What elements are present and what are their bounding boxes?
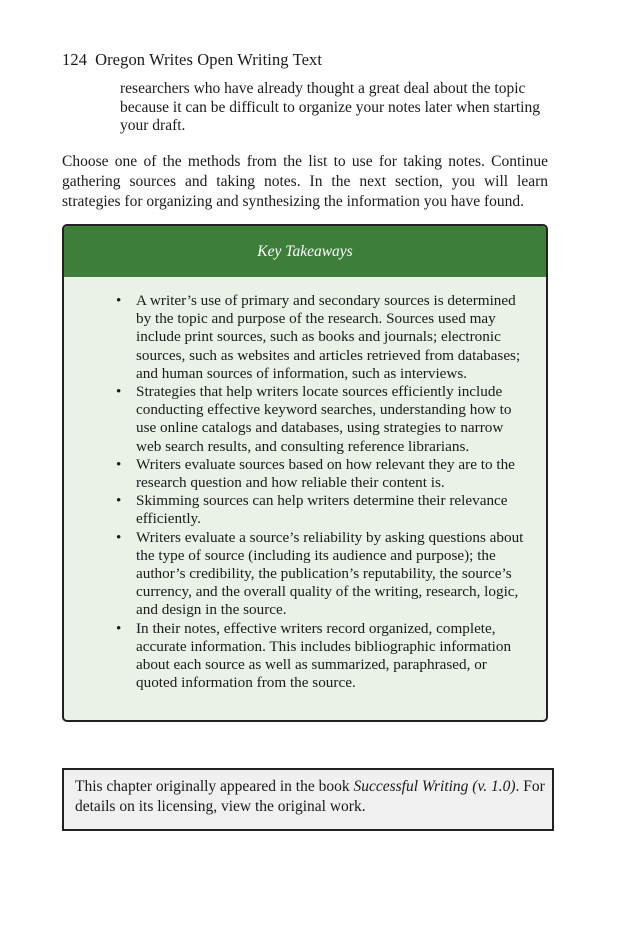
attribution-book-title: Successful Writing (v. 1.0) <box>353 778 516 795</box>
bullet-icon: • <box>116 492 122 510</box>
takeaway-item <box>116 529 528 620</box>
takeaway-text: Writers evaluate sources based on how relevant they are to the research question and how reliable their content is. <box>136 455 515 492</box>
key-takeaways-box <box>62 224 548 722</box>
takeaway-item <box>116 292 528 383</box>
bullet-icon: • <box>116 383 122 401</box>
takeaway-text: Strategies that help writers locate sources efficiently include conducting effective keyword searches, understanding how to use online catalogs and databases, using strategies to narrow web search results, and consulting reference librarians. <box>136 383 512 455</box>
takeaway-text: Writers evaluate a source’s reliability by asking questions about the type of source (including its audience and purpose); the author’s credibility, the publication’s reputability, the source’s currency, and the overall quality of the writing, research, logic, and design in the source. <box>136 528 524 619</box>
takeaway-item <box>116 383 528 456</box>
takeaway-text: Skimming sources can help writers determine their relevance efficiently. <box>136 492 508 528</box>
bullet-icon: • <box>116 528 122 546</box>
takeaway-item <box>116 620 528 693</box>
takeaway-item <box>116 456 528 492</box>
book-title: Oregon Writes Open Writing Text <box>95 50 323 69</box>
bullet-icon: • <box>116 455 122 473</box>
takeaway-text: In their notes, effective writers record organized, complete, accurate information. This includes bibliographic information about each source as well as summarized, paraphrased, or quoted information from the source. <box>136 619 512 692</box>
takeaway-item <box>116 492 528 528</box>
continued-paragraph: researchers who have already thought a great deal about the topic because it can be difficult to organize your notes later when starting your draft. <box>120 80 540 134</box>
attribution-box <box>62 768 554 831</box>
attribution-text-before: This chapter originally appeared in the book <box>75 778 354 795</box>
bullet-icon: • <box>116 292 122 309</box>
body-paragraph: Choose one of the methods from the list to use for taking notes. Continue gathering sources and taking notes. In the next section, you will learn strategies for organizing and synthesizing the information you have found. <box>62 153 548 210</box>
key-takeaways-list <box>116 292 528 692</box>
bullet-icon: • <box>116 619 122 637</box>
running-head <box>62 50 322 70</box>
takeaway-text: A writer’s use of primary and secondary sources is determined by the topic and purpose of the research. Sources used may include print sources, such as books and journals; electronic sources, such as websites and articles retrieved from databases; and human sources of information, such as interviews. <box>136 292 521 382</box>
page-number: 124 <box>62 50 88 69</box>
attribution-text-after: . For details on its licensing, view the original work. <box>75 778 545 815</box>
key-takeaways-title: Key Takeaways <box>64 226 546 277</box>
